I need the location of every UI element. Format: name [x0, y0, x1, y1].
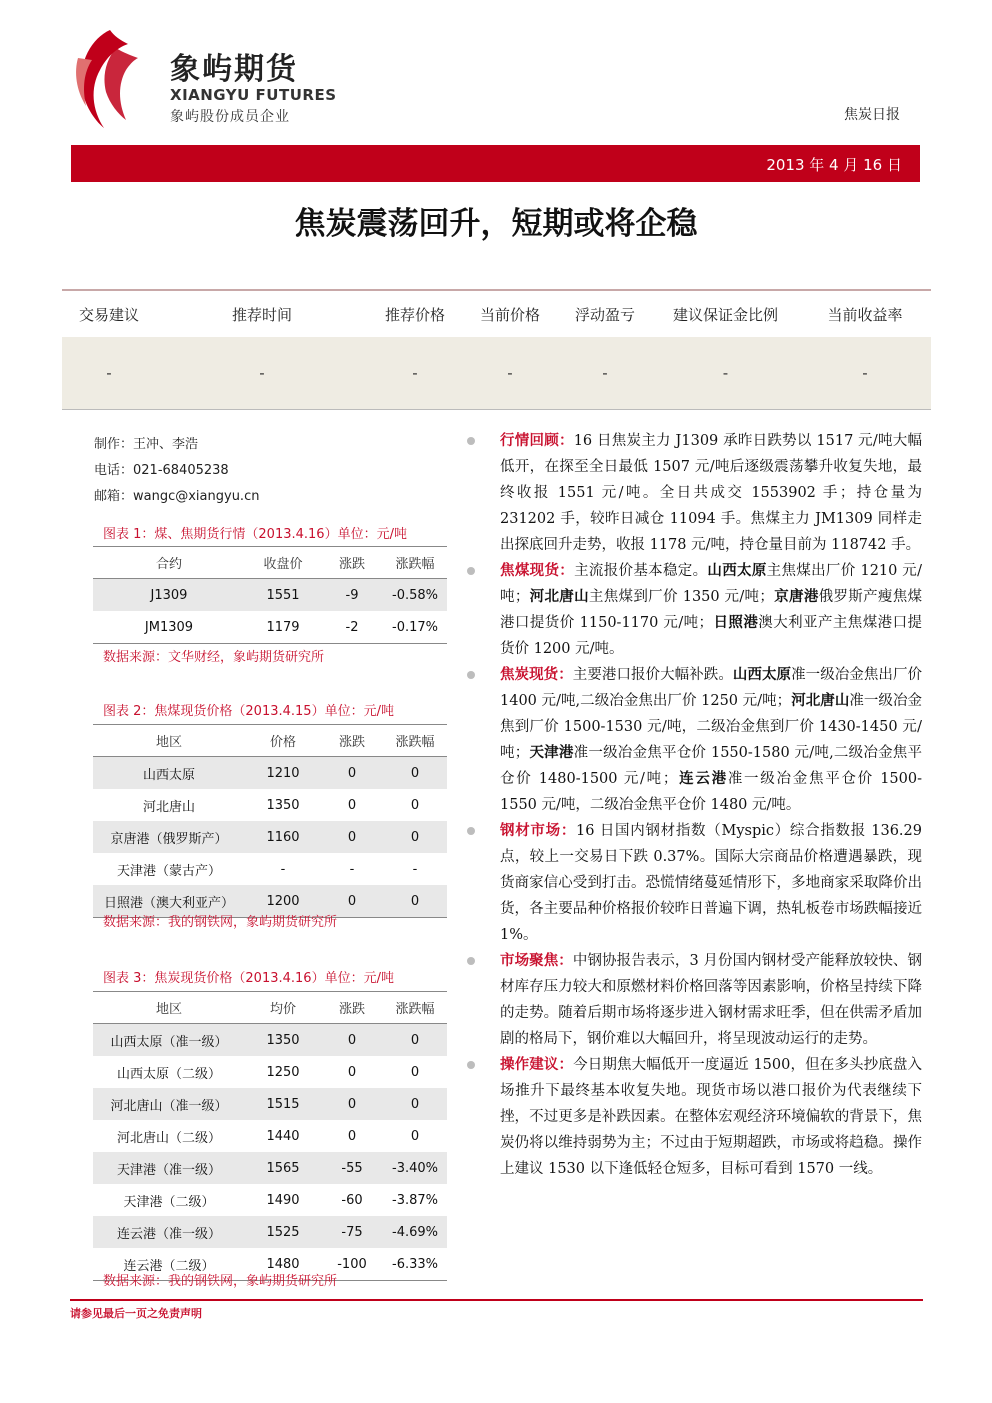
commentary-heading: 焦煤现货：	[500, 563, 575, 579]
commentary-text: 16 日国内钢材指数（Myspic）综合指数报 136.29 点，较上一交易日下跌 0.37%。国际大宗商品价格遭遇暴跌，现货商家信心受到打击。恐慌情绪蔓延情形下，多地商家采取降价出货，各主要品种价格报价较昨日普遍下调，热轧板卷市场跌幅接近 1%。	[500, 823, 922, 943]
table-cell: 河北唐山（准一级）	[93, 1088, 245, 1120]
commentary-text: 准一级冶金焦到厂价 1500-1530 元/吨，二级冶金焦到厂价 1430-1450 元/吨；	[500, 693, 923, 761]
col-header: 涨跌	[321, 992, 383, 1024]
location-name: 京唐港	[773, 589, 819, 605]
table-cell: 0	[321, 757, 383, 790]
table3-caption: 图表 3：焦炭现货价格（2013.4.16）单位：元/吨	[103, 971, 394, 986]
table-row	[93, 821, 447, 853]
col-header: 地区	[93, 992, 245, 1024]
brand-subtitle: 象屿股份成员企业	[170, 109, 290, 125]
coking-coal-spot-table	[93, 724, 447, 918]
table-cell: -	[462, 337, 558, 410]
table-row	[93, 1088, 447, 1120]
location-name: 连云港	[677, 771, 728, 787]
table-cell: -100	[321, 1248, 383, 1281]
recommendation-row	[62, 337, 931, 410]
table-cell: 0	[410, 797, 420, 813]
table-cell: 1515	[245, 1088, 321, 1120]
table-cell: 0	[383, 757, 447, 790]
commentary-paragraph	[467, 662, 922, 818]
table-cell: 河北唐山	[142, 799, 195, 815]
col-header: 合约	[93, 547, 245, 579]
table-cell: -4.69%	[383, 1216, 447, 1248]
commentary-text: 主流报价基本稳定。	[574, 563, 708, 579]
table-cell: 京唐港（俄罗斯产）	[93, 821, 245, 853]
footer-divider	[70, 1299, 923, 1301]
col-header: 地区	[93, 725, 245, 757]
table-cell: 1210	[245, 757, 321, 790]
table-cell: 0	[383, 821, 447, 853]
bullet-icon	[467, 567, 475, 575]
disclaimer-link[interactable]: 请参见最后一页之免责声明	[70, 1307, 202, 1320]
commentary-heading: 钢材市场：	[500, 823, 577, 839]
table-cell: -	[349, 861, 355, 877]
col-header: 涨跌	[321, 547, 383, 579]
commentary-paragraph	[467, 948, 922, 1052]
table-cell: -	[156, 337, 368, 410]
commentary-text: 准一级冶金焦出厂价 1400 元/吨,二级冶金焦出厂价 1250 元/吨；	[500, 667, 923, 709]
table1-source: 数据来源：文华财经，象屿期货研究所	[103, 650, 325, 665]
table-cell: -6.33%	[383, 1248, 447, 1281]
commentary-heading: 行情回顾：	[500, 433, 574, 449]
table3-source: 数据来源：我的钢铁网，象屿期货研究所	[103, 1274, 338, 1289]
bullet-icon	[467, 671, 475, 679]
table-row	[93, 1152, 447, 1184]
table-cell: -	[558, 337, 652, 410]
table-cell: 0	[410, 1064, 420, 1080]
table-cell: -55	[321, 1152, 383, 1184]
table-cell: 1350	[266, 797, 300, 813]
bullet-icon	[467, 827, 475, 835]
col-header: 推荐时间	[156, 290, 368, 337]
commentary-paragraph	[467, 428, 922, 558]
col-header: 当前价格	[462, 290, 558, 337]
recommendation-table	[62, 289, 931, 410]
table-cell: JM1309	[93, 611, 245, 644]
location-name: 天津港	[529, 745, 574, 761]
table-cell: -0.17%	[383, 611, 447, 644]
col-header: 涨跌幅	[383, 725, 447, 757]
table-cell: 1160	[245, 821, 321, 853]
table-cell: 连云港（二级）	[93, 1248, 245, 1281]
commentary-text: 主要港口报价大幅补跌。	[572, 667, 733, 683]
commentary-text: 中钢协报告表示，3 月份国内钢材受产能释放较快、钢材库存压力较大和原燃材料价格回落等因素影响，价格呈持续下降的走势。随着后期市场将逐步进入钢材需求旺季，但在供需矛盾加剧的格局下，钢价难以大幅回升，将呈现波动运行的走势。	[500, 953, 922, 1047]
commentary-text: 澳大利亚产主焦煤港口提货价 1200 元/吨。	[500, 615, 923, 657]
report-type: 焦炭日报	[844, 107, 900, 123]
table-row	[93, 789, 447, 821]
table-header-row	[93, 547, 447, 579]
commentary-text: 俄罗斯产瘦焦煤港口提货价 1150-1170 元/吨；	[500, 589, 923, 631]
table2-caption: 图表 2：焦煤现货价格（2013.4.15）单位：元/吨	[103, 704, 394, 719]
location-name: 山西太原	[732, 667, 792, 683]
table-cell: -	[799, 337, 931, 410]
bullet-icon	[467, 1061, 475, 1069]
commentary-heading: 市场聚焦：	[500, 953, 573, 969]
table-row	[93, 579, 447, 612]
table-cell: 1179	[245, 611, 321, 644]
table-cell: 0	[321, 1024, 383, 1057]
table-row	[93, 1184, 447, 1216]
col-header: 推荐价格	[368, 290, 462, 337]
col-header: 建议保证金比例	[652, 290, 799, 337]
table-cell: 连云港（准一级）	[93, 1216, 245, 1248]
commentary-text: 16 日焦炭主力 J1309 承昨日跌势以 1517 元/吨大幅低开，在探至全日最低 1507 元/吨后逐级震荡攀升收复失地，最终收报 1551 元/吨。全日共成交 1553902 手；持仓量为 231202 手，较昨日减仓 11094 手。焦煤主力 JM1309 同样走出探底回升走势，收报 1178 元/吨，持仓量目前为 118742 手。	[500, 433, 922, 553]
table-cell: 0	[321, 885, 383, 918]
table-cell: 日照港（澳大利亚产）	[93, 885, 245, 918]
commentary-paragraph	[467, 1052, 922, 1182]
location-name: 日照港	[713, 615, 759, 631]
table-cell: 山西太原	[93, 757, 245, 790]
table1-caption: 图表 1：煤、焦期货行情（2013.4.16）单位：元/吨	[103, 527, 407, 542]
location-name: 河北唐山	[791, 693, 850, 709]
table-cell: 山西太原（准一级）	[93, 1024, 245, 1057]
table-cell: 1551	[245, 579, 321, 612]
table-cell: 0	[383, 885, 447, 918]
table-cell: -3.87%	[392, 1192, 438, 1208]
author-info	[94, 432, 259, 510]
commentary-text: 主焦煤到厂价 1350 元/吨；	[588, 589, 774, 605]
location-name: 河北唐山	[529, 589, 589, 605]
table2-source: 数据来源：我的钢铁网，象屿期货研究所	[103, 915, 338, 930]
table-cell: 1490	[266, 1192, 300, 1208]
table-cell: 0	[383, 1088, 447, 1120]
col-header: 浮动盈亏	[558, 290, 652, 337]
bullet-icon	[467, 437, 475, 445]
table-cell: 天津港（蒙古产）	[116, 863, 221, 879]
table-row	[93, 853, 447, 885]
table-cell: 0	[321, 821, 383, 853]
brand-name-cn: 象屿期货	[170, 52, 298, 87]
table-cell: 0	[347, 797, 357, 813]
table-cell: 0	[321, 1088, 383, 1120]
xiangyu-logo-icon	[70, 28, 140, 130]
table-cell: -2	[321, 611, 383, 644]
table-cell: 0	[347, 1064, 357, 1080]
futures-quote-table	[93, 546, 447, 644]
table-row	[93, 757, 447, 790]
col-header: 交易建议	[62, 290, 156, 337]
table-cell: 天津港（准一级）	[93, 1152, 245, 1184]
col-header: 收盘价	[245, 547, 321, 579]
col-header: 价格	[245, 725, 321, 757]
commentary-text: 准一级冶金焦平仓价 1550-1580 元/吨,二级冶金焦平仓价 1480-1500 元/吨；	[500, 745, 923, 787]
author-phone: 电话：021-68405238	[94, 463, 229, 478]
brand-name-en: XIANGYU FUTURES	[170, 86, 337, 104]
table-cell: -	[652, 337, 799, 410]
table-cell: 天津港（二级）	[123, 1194, 215, 1210]
recommendation-header-row	[62, 290, 931, 337]
commentary-heading: 操作建议：	[500, 1057, 574, 1073]
table-row	[93, 611, 447, 644]
table-row	[93, 1024, 447, 1057]
commentary-text: 今日期焦大幅低开一度逼近 1500，但在多头抄底盘入场推升下最终基本收复失地。现货市场以港口报价为代表继续下挫，不过更多是补跌因素。在整体宏观经济环境偏软的背景下，焦炭仍将以维持弱势为主；不过由于短期超跌，市场或将趋稳。操作上建议 1530 以下逢低轻仓短多，目标可看到 1570 一线。	[500, 1057, 923, 1177]
table-cell: 0	[410, 1128, 420, 1144]
table-cell: 1200	[245, 885, 321, 918]
location-name: 山西太原	[707, 563, 767, 579]
table-cell: 1525	[245, 1216, 321, 1248]
commentary-text: 准一级冶金焦平仓价 1500-1550 元/吨，二级冶金焦平仓价 1480 元/吨。	[500, 771, 923, 813]
bullet-icon	[467, 957, 475, 965]
coke-spot-table	[93, 991, 447, 1281]
table-cell: -75	[321, 1216, 383, 1248]
table-cell: 0	[347, 1128, 357, 1144]
table-header-row	[93, 725, 447, 757]
table-cell: 1250	[266, 1064, 300, 1080]
page-title: 焦炭震荡回升，短期或将企稳	[294, 206, 698, 242]
table-cell: 1350	[245, 1024, 321, 1057]
table-row	[93, 1120, 447, 1152]
table-cell: -9	[321, 579, 383, 612]
table-row	[93, 1056, 447, 1088]
col-header: 当前收益率	[799, 290, 931, 337]
table-cell: -	[280, 861, 286, 877]
table-cell: 0	[383, 1024, 447, 1057]
col-header: 涨跌	[321, 725, 383, 757]
table-cell: 1565	[245, 1152, 321, 1184]
col-header: 均价	[245, 992, 321, 1024]
author-email: 邮箱：wangc@xiangyu.cn	[94, 489, 260, 504]
table-cell: 1480	[245, 1248, 321, 1281]
author-names: 制作：王冲、李浩	[94, 437, 199, 452]
table-cell: -3.40%	[383, 1152, 447, 1184]
table-cell: -	[412, 861, 418, 877]
commentary-text: 主焦煤出厂价 1210 元/吨；	[500, 563, 923, 605]
commentary-heading: 焦炭现货：	[500, 667, 573, 683]
col-header: 涨跌幅	[383, 547, 447, 579]
date-banner	[71, 145, 920, 182]
table-cell: -60	[341, 1192, 363, 1208]
table-cell: -0.58%	[383, 579, 447, 612]
table-cell: 河北唐山（二级）	[116, 1130, 221, 1146]
commentary-paragraph	[467, 818, 922, 948]
table-cell: J1309	[93, 579, 245, 612]
report-date: 2013 年 4 月 16 日	[766, 156, 902, 174]
table-cell: 山西太原（二级）	[116, 1066, 221, 1082]
table-cell: -	[62, 337, 156, 410]
commentary-paragraph	[467, 558, 922, 662]
table-header-row	[93, 992, 447, 1024]
market-commentary	[467, 428, 922, 1182]
table-cell: -	[368, 337, 462, 410]
table-cell: 1440	[266, 1128, 300, 1144]
col-header: 涨跌幅	[383, 992, 447, 1024]
table-row	[93, 1216, 447, 1248]
